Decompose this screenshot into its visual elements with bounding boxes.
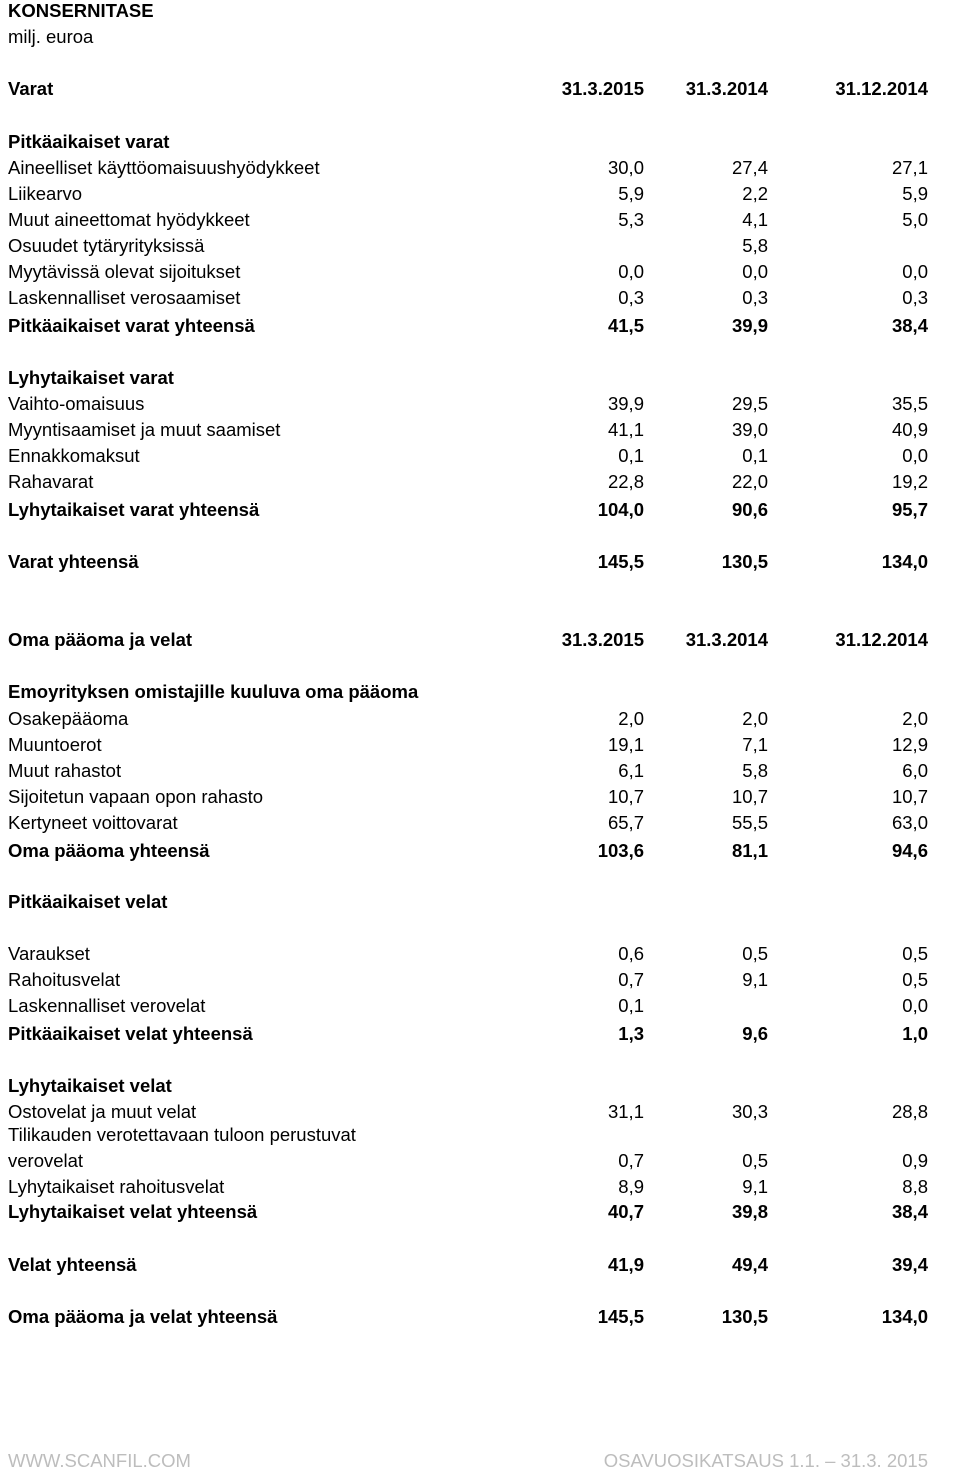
value-31-3-2014: 39,9 (731, 315, 768, 336)
row-label: Lyhytaikaiset velat (8, 1075, 172, 1096)
value-31-3-2015: 104,0 (597, 499, 644, 520)
value-31-3-2014: 5,8 (742, 760, 768, 781)
table-row (0, 391, 960, 417)
row-label: Pitkäaikaiset varat (8, 131, 170, 152)
value-31-12-2014: 63,0 (891, 812, 928, 833)
value-31-3-2014: 81,1 (731, 840, 768, 861)
value-31-12-2014: 31.12.2014 (835, 629, 928, 650)
value-31-3-2014: 30,3 (731, 1101, 768, 1122)
value-31-3-2015: 31.3.2015 (561, 78, 644, 99)
value-31-3-2015: 6,1 (618, 760, 644, 781)
value-31-12-2014: 12,9 (891, 734, 928, 755)
row-label: Osuudet tytäryrityksissä (8, 235, 205, 256)
row-label: Pitkäaikaiset velat (8, 891, 168, 912)
value-31-3-2014: 90,6 (731, 499, 768, 520)
value-31-3-2015: 10,7 (607, 786, 644, 807)
value-31-12-2014: 6,0 (902, 760, 928, 781)
row-label: Lyhytaikaiset varat yhteensä (8, 499, 260, 520)
value-31-3-2014: 130,5 (721, 1306, 768, 1327)
value-31-12-2014: 0,0 (902, 261, 928, 282)
value-31-3-2015: 0,3 (618, 287, 644, 308)
table-row (0, 941, 960, 967)
value-31-3-2014: 2,0 (742, 708, 768, 729)
value-31-3-2014: 2,2 (742, 183, 768, 204)
value-31-3-2014: 9,6 (742, 1023, 768, 1044)
table-row (0, 469, 960, 495)
value-31-3-2015: 0,7 (618, 969, 644, 990)
value-31-12-2014: 134,0 (881, 1306, 928, 1327)
value-31-3-2015: 1,3 (618, 1023, 644, 1044)
table-row (0, 1148, 960, 1174)
row-label: Rahoitusvelat (8, 969, 121, 990)
value-31-3-2014: 31.3.2014 (685, 78, 768, 99)
value-31-3-2015: 40,7 (607, 1201, 644, 1222)
row-label: Myytävissä olevat sijoitukset (8, 261, 241, 282)
value-31-3-2014: 0,5 (742, 943, 768, 964)
value-31-12-2014: 5,9 (902, 183, 928, 204)
value-31-3-2015: 31,1 (607, 1101, 644, 1122)
value-31-12-2014: 95,7 (891, 499, 928, 520)
value-31-12-2014: 28,8 (891, 1101, 928, 1122)
value-31-3-2014: 130,5 (721, 551, 768, 572)
value-31-3-2014: 49,4 (731, 1254, 768, 1275)
value-31-3-2014: 27,4 (731, 157, 768, 178)
value-31-12-2014: 8,8 (902, 1176, 928, 1197)
value-31-3-2015: 65,7 (607, 812, 644, 833)
footer-website: WWW.SCANFIL.COM (8, 1450, 191, 1471)
value-31-3-2015: 5,9 (618, 183, 644, 204)
value-31-3-2014: 55,5 (731, 812, 768, 833)
row-label: Velat yhteensä (8, 1254, 137, 1275)
table-row (0, 1021, 960, 1047)
value-31-3-2014: 9,1 (742, 1176, 768, 1197)
value-31-3-2014: 9,1 (742, 969, 768, 990)
value-31-3-2015: 0,1 (618, 995, 644, 1016)
table-row (0, 1252, 960, 1278)
row-label: Oma pääoma ja velat yhteensä (8, 1306, 278, 1327)
value-31-3-2015: 0,6 (618, 943, 644, 964)
table-row (0, 207, 960, 233)
value-31-3-2014: 5,8 (742, 235, 768, 256)
row-label: Laskennalliset verovelat (8, 995, 206, 1016)
value-31-3-2015: 41,1 (607, 419, 644, 440)
value-31-3-2014: 0,1 (742, 445, 768, 466)
value-31-3-2014: 29,5 (731, 393, 768, 414)
footer-report-title: OSAVUOSIKATSAUS 1.1. – 31.3. 2015 (603, 1450, 928, 1471)
row-label: Osakepääoma (8, 708, 129, 729)
value-31-12-2014: 38,4 (891, 1201, 928, 1222)
value-31-3-2015: 0,7 (618, 1150, 644, 1171)
row-label: Varat (8, 78, 54, 99)
value-31-3-2015: 145,5 (597, 1306, 644, 1327)
row-label: Muut rahastot (8, 760, 122, 781)
value-31-12-2014: 1,0 (902, 1023, 928, 1044)
value-31-3-2015: 8,9 (618, 1176, 644, 1197)
value-31-3-2014: 39,8 (731, 1201, 768, 1222)
row-label: Liikearvo (8, 183, 83, 204)
value-31-12-2014: 19,2 (891, 471, 928, 492)
table-row (0, 417, 960, 443)
value-31-12-2014: 94,6 (891, 840, 928, 861)
value-31-3-2015: 0,1 (618, 445, 644, 466)
table-row (0, 1073, 960, 1099)
table-row (0, 810, 960, 836)
row-label: Laskennalliset verosaamiset (8, 287, 241, 308)
table-row (0, 1174, 960, 1200)
table-row (0, 1304, 960, 1330)
row-label: Lyhytaikaiset velat yhteensä (8, 1201, 258, 1222)
value-31-3-2015: 145,5 (597, 551, 644, 572)
table-row (0, 1199, 960, 1225)
value-31-12-2014: 31.12.2014 (835, 78, 928, 99)
row-label: Aineelliset käyttöomaisuushyödykkeet (8, 157, 320, 178)
value-31-3-2015: 31.3.2015 (561, 629, 644, 650)
row-label: Ostovelat ja muut velat (8, 1101, 197, 1122)
row-label: Oma pääoma yhteensä (8, 840, 210, 861)
row-label: Vaihto-omaisuus (8, 393, 145, 414)
value-31-12-2014: 0,5 (902, 969, 928, 990)
value-31-3-2014: 0,5 (742, 1150, 768, 1171)
table-row (0, 497, 960, 523)
value-31-3-2015: 0,0 (618, 261, 644, 282)
table-row (0, 889, 960, 915)
value-31-3-2014: 0,3 (742, 287, 768, 308)
table-row (0, 838, 960, 864)
value-31-3-2015: 41,9 (607, 1254, 644, 1275)
value-31-3-2015: 41,5 (607, 315, 644, 336)
table-row (0, 549, 960, 575)
row-label: Pitkäaikaiset velat yhteensä (8, 1023, 253, 1044)
value-31-12-2014: 39,4 (891, 1254, 928, 1275)
table-row (0, 758, 960, 784)
value-31-12-2014: 0,5 (902, 943, 928, 964)
value-31-12-2014: 0,0 (902, 445, 928, 466)
value-31-3-2014: 39,0 (731, 419, 768, 440)
value-31-3-2015: 103,6 (597, 840, 644, 861)
document-title-text: KONSERNITASE (8, 0, 154, 21)
row-label: Myyntisaamiset ja muut saamiset (8, 419, 281, 440)
value-31-3-2014: 31.3.2014 (685, 629, 768, 650)
value-31-12-2014: 27,1 (891, 157, 928, 178)
value-31-12-2014: 5,0 (902, 209, 928, 230)
table-row (0, 129, 960, 155)
unit-line (0, 24, 960, 50)
value-31-12-2014: 0,0 (902, 995, 928, 1016)
value-31-3-2015: 19,1 (607, 734, 644, 755)
row-label: Lyhytaikaiset varat (8, 367, 174, 388)
value-31-3-2015: 30,0 (607, 157, 644, 178)
document-title (0, 0, 960, 24)
table-row (0, 233, 960, 259)
table-row (0, 181, 960, 207)
value-31-12-2014: 38,4 (891, 315, 928, 336)
value-31-12-2014: 10,7 (891, 786, 928, 807)
table-row (0, 1122, 960, 1148)
row-label: Tilikauden verotettavaan tuloon perustuvat (8, 1124, 356, 1145)
row-label: Kertyneet voittovarat (8, 812, 178, 833)
table-row (0, 784, 960, 810)
row-label: Ennakkomaksut (8, 445, 140, 466)
value-31-12-2014: 40,9 (891, 419, 928, 440)
table-row (0, 967, 960, 993)
row-label: Muut aineettomat hyödykkeet (8, 209, 250, 230)
row-label: Varaukset (8, 943, 90, 964)
row-label: Pitkäaikaiset varat yhteensä (8, 315, 255, 336)
row-label: Lyhytaikaiset rahoitusvelat (8, 1176, 225, 1197)
row-label: verovelat (8, 1150, 84, 1171)
value-31-12-2014: 134,0 (881, 551, 928, 572)
table-row (0, 627, 960, 653)
value-31-3-2014: 0,0 (742, 261, 768, 282)
table-row (0, 259, 960, 285)
table-row (0, 365, 960, 391)
row-label: Oma pääoma ja velat (8, 629, 193, 650)
table-row (0, 732, 960, 758)
row-label: Muuntoerot (8, 734, 102, 755)
unit-text: milj. euroa (8, 26, 94, 47)
value-31-12-2014: 2,0 (902, 708, 928, 729)
value-31-3-2014: 22,0 (731, 471, 768, 492)
value-31-12-2014: 0,3 (902, 287, 928, 308)
value-31-12-2014: 35,5 (891, 393, 928, 414)
value-31-3-2014: 7,1 (742, 734, 768, 755)
value-31-3-2015: 39,9 (607, 393, 644, 414)
table-row (0, 706, 960, 732)
table-row (0, 993, 960, 1019)
value-31-3-2014: 4,1 (742, 209, 768, 230)
table-row (0, 155, 960, 181)
value-31-3-2014: 10,7 (731, 786, 768, 807)
row-label: Varat yhteensä (8, 551, 139, 572)
table-row (0, 285, 960, 311)
row-label: Sijoitetun vapaan opon rahasto (8, 786, 264, 807)
row-label: Emoyrityksen omistajille kuuluva oma pääoma (8, 681, 419, 702)
value-31-3-2015: 2,0 (618, 708, 644, 729)
table-row (0, 313, 960, 339)
value-31-12-2014: 0,9 (902, 1150, 928, 1171)
table-row (0, 679, 960, 705)
table-row (0, 76, 960, 102)
table-row (0, 443, 960, 469)
value-31-3-2015: 22,8 (607, 471, 644, 492)
value-31-3-2015: 5,3 (618, 209, 644, 230)
row-label: Rahavarat (8, 471, 94, 492)
